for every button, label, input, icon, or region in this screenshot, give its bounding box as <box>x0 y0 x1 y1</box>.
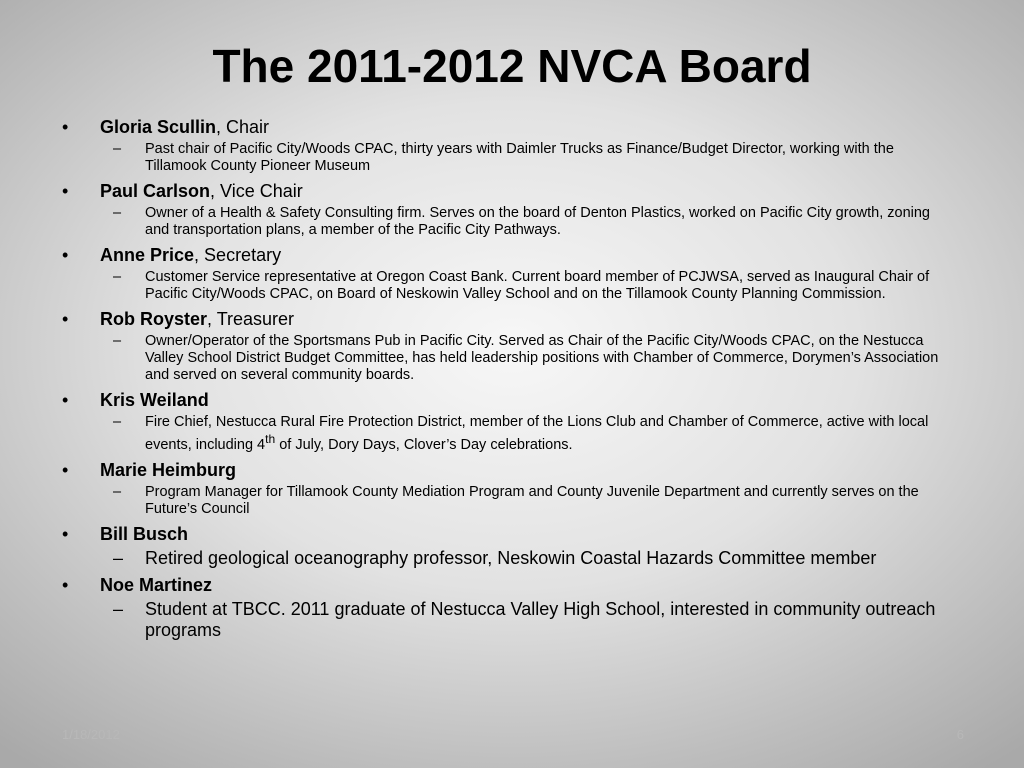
dash-icon: – <box>113 141 122 157</box>
member-item <box>62 522 962 569</box>
member-name: Gloria Scullin <box>100 117 217 137</box>
member-name: Noe Martinez <box>100 574 213 595</box>
member-name: Marie Heimburg <box>100 459 237 480</box>
member-item <box>62 388 962 454</box>
bullet-icon: • <box>62 181 69 201</box>
bullet-icon: • <box>62 117 69 137</box>
member-role: , Treasurer <box>207 309 295 329</box>
member-name: Anne Price <box>100 245 195 265</box>
member-name: Rob Royster <box>100 309 208 329</box>
member-description-part: of July, Dory Days, Clover’s Day celebrations. <box>275 436 573 453</box>
dash-icon: – <box>113 414 122 430</box>
dash-icon: – <box>113 333 122 349</box>
page-number: 6 <box>956 727 964 742</box>
member-heading <box>62 522 962 546</box>
member-description <box>113 483 962 518</box>
footer-date: 1/18/2012 <box>62 727 120 742</box>
member-description-text: Program Manager for Tillamook County Mediation Program and County Juvenile Department and currently serves on the Future’s Council <box>145 483 919 517</box>
member-name: Bill Busch <box>100 523 189 544</box>
member-description <box>113 598 962 641</box>
member-heading <box>62 179 962 203</box>
member-heading <box>62 573 962 597</box>
bullet-icon: • <box>62 245 69 265</box>
bullet-icon: • <box>62 309 69 329</box>
bullet-icon: • <box>62 574 69 595</box>
dash-icon: – <box>113 483 122 500</box>
member-role: , Chair <box>216 117 270 137</box>
member-description-text <box>145 414 928 453</box>
member-description-text: Retired geological oceanography professor, Neskowin Coastal Hazards Committee member <box>145 547 877 568</box>
member-item <box>62 307 962 384</box>
member-item <box>62 115 962 175</box>
dash-icon: – <box>113 205 122 221</box>
member-name: Kris Weiland <box>100 390 209 410</box>
member-item <box>62 179 962 239</box>
member-item <box>62 458 962 518</box>
member-heading <box>62 307 962 331</box>
member-description-text: Student at TBCC. 2011 graduate of Nestucca Valley High School, interested in community outreach programs <box>145 598 936 640</box>
member-description-text: Customer Service representative at Oregon Coast Bank. Current board member of PCJWSA, served as Inaugural Chair of Pacific City/Woods CPAC, on Board of Neskowin Valley School and on the Tillamook County Planning Commission. <box>145 269 930 302</box>
dash-icon: – <box>113 547 124 568</box>
member-list <box>62 113 962 645</box>
member-heading <box>62 243 962 267</box>
member-heading <box>62 388 962 412</box>
member-description <box>113 205 962 239</box>
member-description-text: Owner/Operator of the Sportsmans Pub in Pacific City. Served as Chair of the Pacific City/Woods CPAC, on the Nestucca Valley School District Budget Committee, has held leadership positions with Chamber of Commerce, Dorymen’s Association and served on several community boards. <box>145 333 939 383</box>
bullet-icon: • <box>62 390 69 410</box>
member-heading <box>62 458 962 482</box>
member-description <box>113 269 962 303</box>
member-name: Paul Carlson <box>100 181 211 201</box>
member-description <box>113 414 962 454</box>
member-description-text: Owner of a Health & Safety Consulting firm. Serves on the board of Denton Plastics, worked on Pacific City growth, zoning and transportation plans, a member of the Pacific City Pathways. <box>145 205 930 238</box>
member-description <box>113 141 962 175</box>
dash-icon: – <box>113 598 124 619</box>
member-description <box>113 333 962 384</box>
slide-title: The 2011-2012 NVCA Board <box>212 40 812 92</box>
member-description-text: Past chair of Pacific City/Woods CPAC, thirty years with Daimler Trucks as Finance/Budget Director, working with the Tillamook County Pioneer Museum <box>145 141 894 174</box>
ordinal-suffix: th <box>265 432 276 446</box>
member-role: , Secretary <box>194 245 282 265</box>
member-description <box>113 547 962 569</box>
bullet-icon: • <box>62 523 69 544</box>
member-item <box>62 573 962 641</box>
bullet-icon: • <box>62 459 69 480</box>
member-description-part: Fire Chief, Nestucca Rural Fire Protection District, member of the Lions Club and Chamber of Commerce, active with local events, including 4 <box>145 414 929 453</box>
member-role: , Vice Chair <box>210 181 303 201</box>
dash-icon: – <box>113 269 122 285</box>
member-heading <box>62 115 962 139</box>
member-item <box>62 243 962 303</box>
